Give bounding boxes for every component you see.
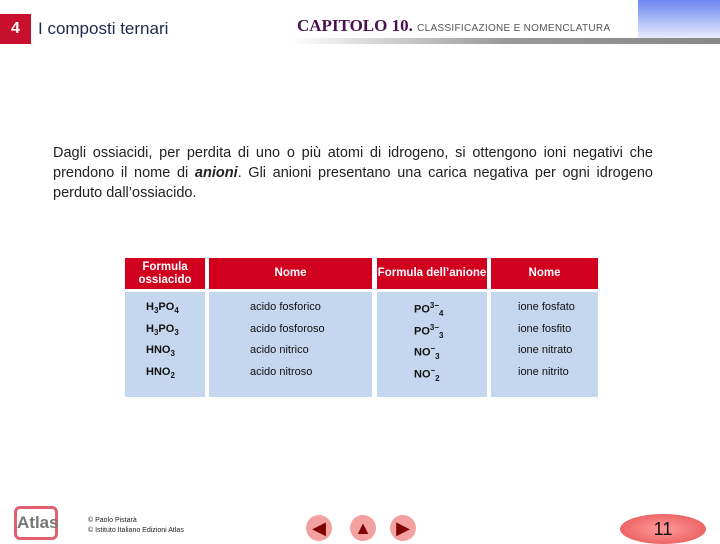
atlas-logo: Atlas [14,506,58,540]
section-number: 4 [0,14,31,44]
acid-name: acido fosforico [250,301,321,313]
anion-formula: $PO^{3-}_3$ [414,322,444,340]
intro-emphasis: anioni [194,165,238,181]
credit-publisher: © Istituto Italiano Edizioni Atlas [88,527,184,534]
anion-formula: $NO^-_3$ [414,344,440,361]
anion-formula: $PO^{3-}_4$ [414,301,444,318]
acid-formula: $HNO_3$ [146,344,175,359]
header-name-acid: Nome [209,258,372,289]
chapter-subtitle: CLASSIFICAZIONE E NOMENCLATURA [417,23,611,34]
anion-name: ione nitrato [518,344,573,356]
acid-name: acido fosforoso [250,322,325,335]
header-name-anion: Nome [491,258,598,289]
header-divider [290,38,720,44]
chapter-title [297,16,610,36]
intro-paragraph [53,143,653,203]
prev-button[interactable] [306,515,332,541]
page-number: 11 [620,514,706,544]
anion-name: ione fosfito [518,322,572,335]
acid-formula: $HNO_2$ [146,365,175,380]
intro-text: Dagli ossiacidi, per perdita di uno o più atomi di idrogeno, si ottengono ioni negativi che prendono il nome di [53,145,653,181]
header-formula-anion: Formula dell’anione [377,258,487,289]
chapter-number: CAPITOLO 10. [297,16,413,35]
next-button[interactable] [390,515,416,541]
home-button[interactable] [350,515,376,541]
credit-author: © Paolo Pistarà [88,517,137,524]
home-icon: ▲ [354,518,372,538]
intro-text-end: . Gli anioni presentano una carica negativa per ogni idrogeno perduto dall’ossiacido. [53,165,653,201]
credits [88,516,184,536]
acid-formula: $H_3PO_3$ [146,322,179,337]
anion-name: ione nitrito [518,365,569,378]
section-title: I composti ternari [38,19,169,38]
acid-formula: $H_3PO_4$ [146,301,179,316]
header-formula-acid: Formula ossiacido [125,258,205,289]
acid-name: acido nitrico [250,344,309,356]
acid-name: acido nitroso [250,365,313,378]
arrow-right-icon: ▶ [396,518,410,538]
anion-name: ione fosfato [518,301,575,313]
header-decoration [638,0,720,38]
arrow-left-icon: ◀ [312,518,326,538]
anion-formula: $NO^-_2$ [414,365,440,383]
